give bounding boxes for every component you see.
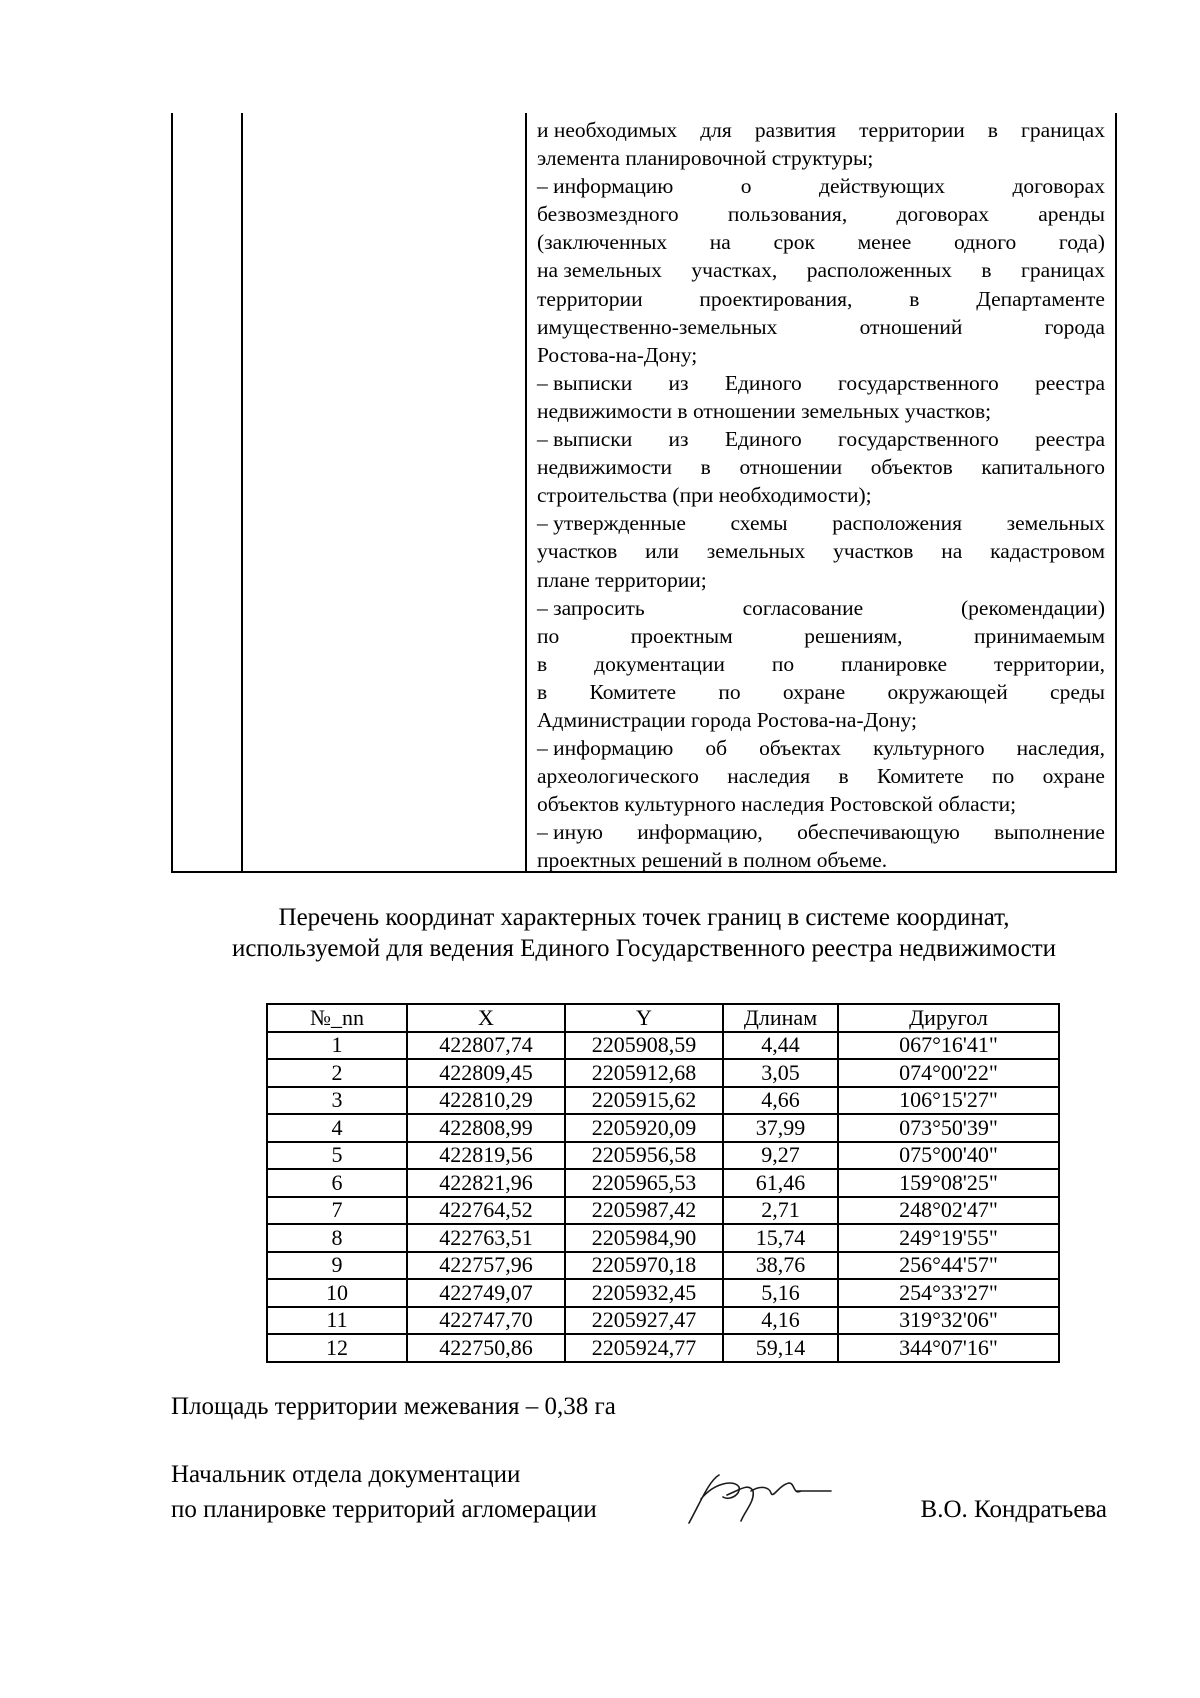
text-word: в: [700, 455, 711, 480]
header-x: X: [407, 1004, 565, 1032]
text-word: – иную: [537, 820, 603, 845]
text-line: [537, 172, 1105, 200]
point-number-cell: 11: [267, 1307, 407, 1335]
text-word: об: [705, 736, 728, 761]
table-row: [267, 1114, 1059, 1142]
table-row: [267, 1224, 1059, 1252]
text-word: согласование: [742, 595, 864, 620]
text-line: [537, 650, 1105, 678]
point-number-cell: 12: [267, 1334, 407, 1362]
text-word: для: [700, 118, 732, 142]
text-word: на: [941, 539, 963, 564]
table-row: [267, 1032, 1059, 1060]
text-word: договорах: [896, 202, 989, 227]
text-line: [537, 734, 1105, 762]
x-cell: 422757,96: [407, 1252, 565, 1280]
length-cell: 15,74: [723, 1224, 838, 1252]
text-word: объектов культурного наследия Ростовской области;: [537, 792, 1017, 817]
text-word: наследия,: [1016, 736, 1105, 761]
x-cell: 422809,45: [407, 1059, 565, 1087]
text-word: недвижимости в отношении земельных участков;: [537, 398, 992, 423]
requirements-cell-text: [537, 116, 1105, 875]
text-word: – информацию: [537, 736, 674, 761]
table-row: [267, 1169, 1059, 1197]
text-word: выполнение: [994, 820, 1105, 845]
text-word: имущественно-земельных: [537, 314, 778, 339]
text-line: [537, 228, 1105, 256]
length-cell: 61,46: [723, 1169, 838, 1197]
text-word: проектным: [630, 623, 733, 648]
text-word: аренды: [1038, 202, 1105, 227]
text-word: города: [1044, 314, 1105, 339]
text-word: решениям,: [804, 623, 903, 648]
text-line: [537, 200, 1105, 228]
text-word: капитального: [981, 455, 1105, 480]
x-cell: 422821,96: [407, 1169, 565, 1197]
bearing-cell: 248°02'47": [838, 1197, 1059, 1225]
table-row: [267, 1087, 1059, 1115]
point-number-cell: 2: [267, 1059, 407, 1087]
text-line: [537, 537, 1105, 565]
text-word: Комитете: [589, 679, 677, 704]
text-line: [537, 313, 1105, 341]
text-word: по: [718, 679, 741, 704]
text-word: границах: [1021, 258, 1105, 283]
text-word: расположения: [832, 511, 962, 536]
text-word: (рекомендации): [961, 595, 1105, 620]
signatory-position-line-1: Начальник отдела документации: [171, 1461, 521, 1488]
text-word: – выписки: [537, 370, 633, 395]
text-word: в: [981, 258, 992, 283]
text-word: наследия: [727, 764, 811, 789]
table-row: [267, 1142, 1059, 1170]
y-cell: 2205984,90: [565, 1224, 723, 1252]
coordinates-heading: [171, 902, 1117, 964]
y-cell: 2205908,59: [565, 1032, 723, 1060]
text-word: проектных решений в полном объеме.: [537, 848, 888, 873]
point-number-cell: 4: [267, 1114, 407, 1142]
table-row: [267, 1334, 1059, 1362]
text-word: информацию,: [637, 820, 763, 845]
text-line: [537, 144, 1105, 172]
point-number-cell: 6: [267, 1169, 407, 1197]
text-line: [537, 846, 1105, 874]
header-number: №_nn: [267, 1004, 407, 1032]
header-bearing: Диругол: [838, 1004, 1059, 1032]
text-line: [537, 706, 1105, 734]
length-cell: 5,16: [723, 1279, 838, 1307]
text-word: года): [1058, 230, 1105, 255]
text-word: отношении: [739, 455, 843, 480]
text-line: [537, 425, 1105, 453]
text-word: в: [987, 118, 998, 142]
bearing-cell: 074°00'22": [838, 1059, 1059, 1087]
text-line: [537, 285, 1105, 313]
text-word: расположенных: [806, 258, 952, 283]
text-word: среды: [1050, 679, 1105, 704]
bearing-cell: 073°50'39": [838, 1114, 1059, 1142]
text-word: пользования,: [727, 202, 848, 227]
text-word: принимаемым: [973, 623, 1105, 648]
x-cell: 422808,99: [407, 1114, 565, 1142]
text-word: объектах: [759, 736, 842, 761]
text-line: [537, 790, 1105, 818]
table-row: [267, 1279, 1059, 1307]
text-word: из: [668, 370, 689, 395]
text-word: объектов: [870, 455, 953, 480]
text-word: о: [740, 174, 752, 199]
text-word: территории: [537, 286, 643, 311]
text-line: [537, 453, 1105, 481]
text-line: [537, 678, 1105, 706]
text-word: недвижимости: [537, 455, 673, 480]
text-word: по: [771, 651, 795, 676]
text-word: границах: [1021, 118, 1105, 142]
requirements-table-continuation: [171, 113, 1117, 873]
text-word: участков: [537, 539, 618, 564]
text-word: – информацию: [537, 174, 674, 199]
header-y: Y: [565, 1004, 723, 1032]
y-cell: 2205970,18: [565, 1252, 723, 1280]
table-column-divider: [241, 113, 243, 871]
x-cell: 422764,52: [407, 1197, 565, 1225]
y-cell: 2205987,42: [565, 1197, 723, 1225]
bearing-cell: 106°15'27": [838, 1087, 1059, 1115]
text-word: менее: [857, 230, 912, 255]
y-cell: 2205912,68: [565, 1059, 723, 1087]
text-word: Единого: [724, 427, 802, 452]
text-word: в: [537, 679, 548, 704]
bearing-cell: 319°32'06": [838, 1307, 1059, 1335]
text-word: государственного: [838, 427, 999, 452]
text-word: планировке: [841, 651, 947, 676]
text-word: документации: [594, 651, 725, 676]
text-word: отношений: [859, 314, 963, 339]
text-word: в: [909, 286, 920, 311]
bearing-cell: 254°33'27": [838, 1279, 1059, 1307]
text-word: Ростова-на-Дону;: [537, 342, 698, 367]
table-header-row: [267, 1004, 1059, 1032]
text-line: [537, 594, 1105, 622]
text-word: из: [668, 427, 689, 452]
survey-area-text: Площадь территории межевания – 0,38 га: [171, 1393, 616, 1420]
text-word: реестра: [1035, 370, 1105, 395]
text-word: действующих: [819, 174, 945, 199]
text-word: участков: [833, 539, 914, 564]
length-cell: 4,16: [723, 1307, 838, 1335]
x-cell: 422763,51: [407, 1224, 565, 1252]
text-word: Администрации города Ростова-на-Дону;: [537, 707, 917, 732]
text-word: и необходимых: [537, 118, 678, 142]
coordinates-heading-line-1: Перечень координат характерных точек границ в системе координат,: [278, 904, 1010, 931]
signatory-position-line-2: по планировке территорий агломерации: [171, 1496, 597, 1523]
y-cell: 2205927,47: [565, 1307, 723, 1335]
text-word: или: [645, 539, 679, 564]
text-word: на: [709, 230, 731, 255]
point-number-cell: 9: [267, 1252, 407, 1280]
table-row: [267, 1252, 1059, 1280]
text-word: земельных: [1006, 511, 1105, 536]
length-cell: 3,05: [723, 1059, 838, 1087]
text-word: (заключенных: [537, 230, 668, 255]
text-line: [537, 481, 1105, 509]
point-number-cell: 10: [267, 1279, 407, 1307]
text-word: строительства (при необходимости);: [537, 483, 872, 508]
signatory-name: В.О. Кондратьева: [920, 1496, 1107, 1523]
text-word: проектирования,: [699, 286, 853, 311]
bearing-cell: 159°08'25": [838, 1169, 1059, 1197]
point-number-cell: 7: [267, 1197, 407, 1225]
bearing-cell: 256°44'57": [838, 1252, 1059, 1280]
table-row: [267, 1307, 1059, 1335]
text-word: территории,: [994, 651, 1105, 676]
text-word: археологического: [537, 764, 699, 789]
text-word: обеспечивающую: [797, 820, 960, 845]
text-word: территории: [859, 118, 965, 142]
text-line: [537, 622, 1105, 650]
text-word: окружающей: [887, 679, 1008, 704]
length-cell: 4,44: [723, 1032, 838, 1060]
text-word: по: [537, 623, 560, 648]
table-row: [267, 1197, 1059, 1225]
text-word: Комитете: [877, 764, 964, 789]
text-word: схемы: [730, 511, 788, 536]
handwritten-signature-icon: [679, 1461, 839, 1531]
x-cell: 422810,29: [407, 1087, 565, 1115]
table-column-divider: [525, 113, 527, 871]
coordinates-table: [266, 1003, 1060, 1363]
text-word: – выписки: [537, 427, 633, 452]
text-line: [537, 341, 1105, 369]
text-line: [537, 256, 1105, 284]
length-cell: 2,71: [723, 1197, 838, 1225]
text-line: [537, 397, 1105, 425]
point-number-cell: 5: [267, 1142, 407, 1170]
y-cell: 2205920,09: [565, 1114, 723, 1142]
y-cell: 2205915,62: [565, 1087, 723, 1115]
text-line: [537, 116, 1105, 144]
text-word: плане территории;: [537, 567, 707, 592]
text-word: реестра: [1035, 427, 1105, 452]
text-word: – утвержденные: [537, 511, 686, 536]
bearing-cell: 067°16'41": [838, 1032, 1059, 1060]
text-word: кадастровом: [990, 539, 1105, 564]
text-word: в: [537, 651, 548, 676]
text-line: [537, 762, 1105, 790]
text-word: охране: [1042, 764, 1105, 789]
text-word: Департаменте: [976, 286, 1105, 311]
y-cell: 2205965,53: [565, 1169, 723, 1197]
x-cell: 422750,86: [407, 1334, 565, 1362]
x-cell: 422747,70: [407, 1307, 565, 1335]
text-line: [537, 566, 1105, 594]
text-word: земельных: [706, 539, 806, 564]
text-word: по: [992, 764, 1015, 789]
length-cell: 38,76: [723, 1252, 838, 1280]
text-word: на земельных: [537, 258, 662, 283]
text-word: участках,: [691, 258, 778, 283]
text-word: безвозмездного: [537, 202, 679, 227]
point-number-cell: 1: [267, 1032, 407, 1060]
point-number-cell: 8: [267, 1224, 407, 1252]
bearing-cell: 344°07'16": [838, 1334, 1059, 1362]
length-cell: 59,14: [723, 1334, 838, 1362]
header-length: Длинам: [723, 1004, 838, 1032]
text-word: культурного: [873, 736, 985, 761]
y-cell: 2205924,77: [565, 1334, 723, 1362]
x-cell: 422819,56: [407, 1142, 565, 1170]
text-word: охране: [782, 679, 846, 704]
y-cell: 2205956,58: [565, 1142, 723, 1170]
coordinates-heading-line-2: используемой для ведения Единого Государственного реестра недвижимости: [231, 935, 1057, 962]
bearing-cell: 249°19'55": [838, 1224, 1059, 1252]
point-number-cell: 3: [267, 1087, 407, 1115]
text-word: срок: [773, 230, 815, 255]
bearing-cell: 075°00'40": [838, 1142, 1059, 1170]
text-word: Единого: [724, 370, 802, 395]
x-cell: 422749,07: [407, 1279, 565, 1307]
text-word: – запросить: [537, 595, 645, 620]
text-line: [537, 509, 1105, 537]
length-cell: 9,27: [723, 1142, 838, 1170]
text-word: в: [838, 764, 849, 789]
table-row: [267, 1059, 1059, 1087]
x-cell: 422807,74: [407, 1032, 565, 1060]
text-word: одного: [953, 230, 1017, 255]
length-cell: 4,66: [723, 1087, 838, 1115]
text-word: элемента планировочной структуры;: [537, 146, 874, 171]
text-line: [537, 369, 1105, 397]
y-cell: 2205932,45: [565, 1279, 723, 1307]
text-word: развития: [754, 118, 837, 142]
text-word: договорах: [1012, 174, 1105, 199]
text-word: государственного: [838, 370, 999, 395]
length-cell: 37,99: [723, 1114, 838, 1142]
text-line: [537, 818, 1105, 846]
signature-block: [171, 1457, 1117, 1537]
